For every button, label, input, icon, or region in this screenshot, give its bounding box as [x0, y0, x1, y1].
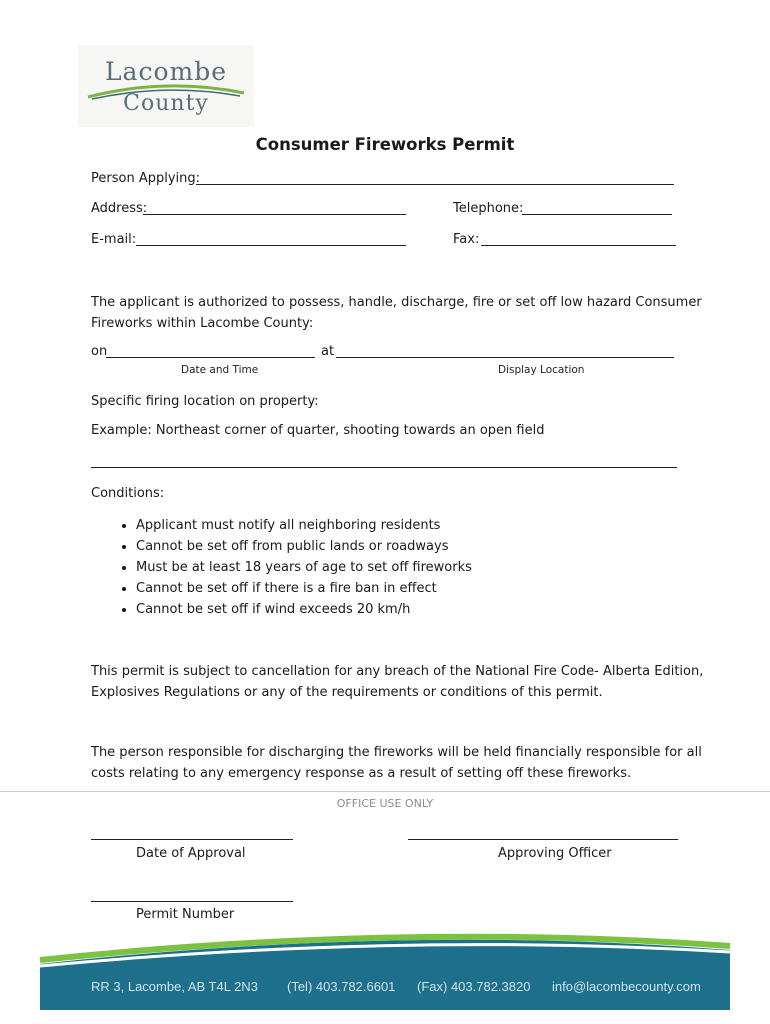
at-label: at — [321, 344, 335, 359]
page-title: Consumer Fireworks Permit — [255, 135, 515, 154]
date-time-field[interactable] — [106, 357, 315, 358]
firing-location-label: Specific firing location on property: — [91, 394, 319, 409]
date-of-approval-label: Date of Approval — [136, 846, 246, 861]
address-field[interactable] — [143, 214, 406, 215]
conditions-list — [96, 515, 472, 620]
person-applying-field[interactable] — [196, 184, 674, 185]
lacombe-county-logo — [78, 45, 254, 127]
liability-line2: costs relating to any emergency response as a result of setting off these fireworks. — [91, 766, 632, 781]
authorization-line1: The applicant is authorized to possess, handle, discharge, fire or set off low hazard Consumer — [91, 295, 702, 310]
footer-address: RR 3, Lacombe, AB T4L 2N3 — [91, 979, 258, 994]
list-item: • Applicant must notify all neighboring residents — [136, 515, 472, 536]
logo-line1: Lacombe — [104, 57, 228, 86]
authorization-line2: Fireworks within Lacombe County: — [91, 316, 314, 331]
list-item: • Must be at least 18 years of age to set off fireworks — [136, 557, 472, 578]
footer-email: info@lacombecounty.com — [552, 979, 701, 994]
list-item: • Cannot be set off if wind exceeds 20 km/h — [136, 599, 472, 620]
cancellation-line1: This permit is subject to cancellation for any breach of the National Fire Code- Alberta Edition, — [91, 664, 704, 679]
approving-officer-field[interactable] — [408, 839, 678, 840]
telephone-label: Telephone: — [453, 201, 524, 216]
list-item: • Cannot be set off from public lands or roadways — [136, 536, 472, 557]
cancellation-line2: Explosives Regulations or any of the requirements or conditions of this permit. — [91, 685, 603, 700]
telephone-field[interactable] — [522, 214, 672, 215]
fax-label: Fax: — [453, 232, 480, 247]
office-use-heading: OFFICE USE ONLY — [336, 797, 434, 810]
display-location-caption: Display Location — [498, 364, 585, 376]
office-divider — [0, 791, 770, 792]
permit-number-field[interactable] — [91, 901, 293, 902]
on-label: on — [91, 344, 108, 359]
date-of-approval-field[interactable] — [91, 839, 293, 840]
conditions-label: Conditions: — [91, 486, 165, 501]
liability-line1: The person responsible for discharging the fireworks will be held financially responsible for all — [91, 745, 702, 760]
address-label: Address: — [91, 201, 148, 216]
list-item: • Cannot be set off if there is a fire ban in effect — [136, 578, 472, 599]
date-time-caption: Date and Time — [181, 364, 259, 376]
footer-band — [0, 930, 770, 1024]
fax-field[interactable] — [481, 245, 676, 246]
footer-telephone: (Tel) 403.782.6601 — [287, 979, 396, 994]
person-applying-label: Person Applying: — [91, 171, 201, 186]
footer-fax: (Fax) 403.782.3820 — [417, 979, 531, 994]
approving-officer-label: Approving Officer — [498, 846, 612, 861]
permit-number-label: Permit Number — [136, 907, 235, 922]
email-field[interactable] — [136, 245, 406, 246]
firing-location-example: Example: Northeast corner of quarter, shooting towards an open field — [91, 423, 545, 438]
display-location-field[interactable] — [336, 357, 674, 358]
email-label: E-mail: — [91, 232, 137, 247]
logo-line2: County — [123, 91, 209, 116]
firing-location-field[interactable] — [91, 467, 677, 468]
